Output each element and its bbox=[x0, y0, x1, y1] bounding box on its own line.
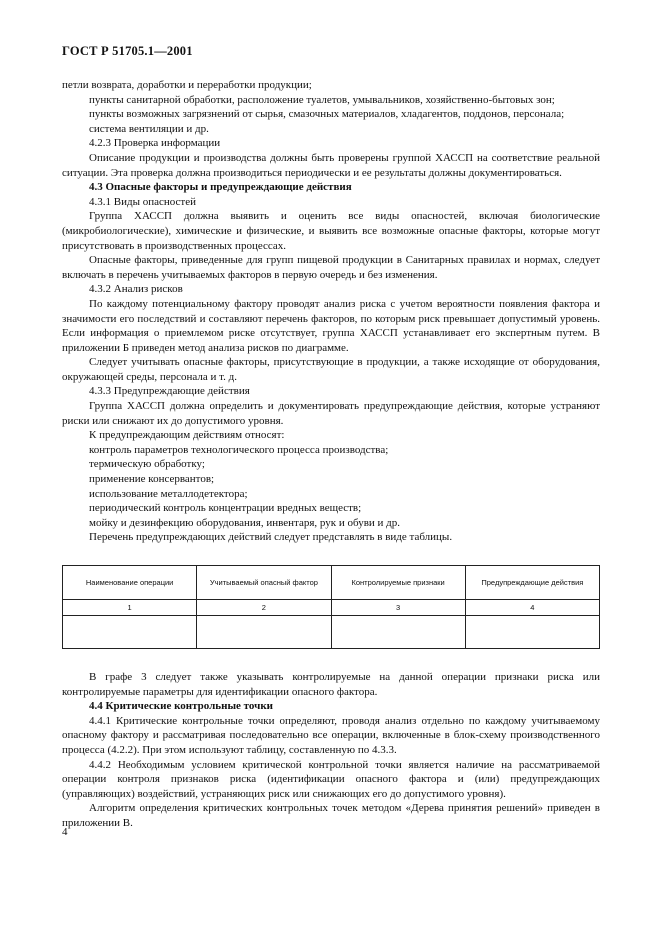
section-heading: 4.4 Критические контрольные точки bbox=[89, 700, 274, 713]
paragraph: петли возврата, доработки и переработки продукции; bbox=[62, 79, 312, 91]
paragraph: пункты возможных загрязнений от сырья, смазочных материалов, хладагентов, поддонов, персонала; bbox=[89, 108, 565, 121]
paragraph: пункты санитарной обработки, расположение туалетов, умывальников, хозяйственно-бытовых зон; bbox=[89, 93, 555, 106]
table-column-number: 2 bbox=[197, 600, 331, 616]
preventive-actions-table bbox=[62, 565, 600, 649]
table-header-cell: Контролируемые признаки bbox=[331, 566, 465, 600]
paragraph: применение консервантов; bbox=[89, 473, 215, 486]
table-empty-cell bbox=[197, 616, 331, 649]
page-content bbox=[62, 78, 600, 831]
paragraph: Следует учитывать опасные факторы, присутствующие в продукции, а также исходящие от оборудования, окружающей среды, персонала и т. д. bbox=[62, 356, 600, 383]
text-block-lower bbox=[62, 670, 600, 831]
paragraph: 4.2.3 Проверка информации bbox=[89, 137, 221, 150]
paragraph: По каждому потенциальному фактору проводят анализ риска с учетом вероятности появления фактора и значимости его последствий и составляют перечень факторов, по которым риск превышает допустимый уровень. Если информация о приемлемом риске отсутствует, группа ХАССП устанавливает его экспертным путем. В приложении Б приведен метод анализа рисков по диаграмме. bbox=[62, 297, 600, 354]
paragraph: Опасные факторы, приведенные для групп пищевой продукции в Санитарных правилах и нормах, следует включать в перечень учитываемых факторов в первую очередь и без изменения. bbox=[62, 254, 600, 281]
paragraph: контроль параметров технологического процесса производства; bbox=[89, 443, 389, 456]
table-empty-row bbox=[63, 616, 600, 649]
paragraph: В графе 3 следует также указывать контролируемые на данной операции признаки риска или контролируемые параметры для идентификации опасного фактора. bbox=[62, 671, 600, 698]
paragraph: 4.4.1 Критические контрольные точки определяют, проводя анализ отдельно по каждому учитываемому опасному фактору и рассматривая последовательно все операции, включенные в блок-схему производственного процесса (4.2.2). При этом используют таблицу, составленную по 4.3.3. bbox=[62, 714, 600, 756]
paragraph: Группа ХАССП должна определить и документировать предупреждающие действия, которые устраняют риски или снижают их до допустимого уровня. bbox=[62, 400, 600, 427]
table-header-cell: Наименование операции bbox=[63, 566, 197, 600]
paragraph: 4.3.2 Анализ рисков bbox=[89, 283, 183, 296]
paragraph: мойку и дезинфекцию оборудования, инвентаря, рук и обуви и др. bbox=[89, 516, 401, 529]
table-column-number: 3 bbox=[331, 600, 465, 616]
paragraph: Описание продукции и производства должны быть проверены группой ХАССП на соответствие реальной ситуации. Эта проверка должна производиться периодически и ее результаты должны документироваться. bbox=[62, 151, 600, 179]
page-number: 4 bbox=[62, 826, 68, 838]
table-column-number: 4 bbox=[465, 600, 599, 616]
paragraph: Алгоритм определения критических контрольных точек методом «Дерева принятия решений» приведен в приложении В. bbox=[62, 802, 600, 829]
paragraph: 4.3.1 Виды опасностей bbox=[89, 195, 196, 208]
paragraph: 4.3.3 Предупреждающие действия bbox=[89, 385, 250, 398]
table-column-number: 1 bbox=[63, 600, 197, 616]
paragraph: система вентиляции и др. bbox=[89, 122, 209, 135]
table-header-cell: Учитываемый опасный фактор bbox=[197, 566, 331, 600]
paragraph: Группа ХАССП должна выявить и оценить все виды опасностей, включая биологические (микробиологические), химические и физические, и выявить все возможные опасные факторы, которые могут присутствовать в производственных процессах. bbox=[62, 210, 600, 252]
document-header: ГОСТ Р 51705.1—2001 bbox=[62, 44, 193, 58]
paragraph: периодический контроль концентрации вредных веществ; bbox=[89, 502, 362, 515]
paragraph: 4.4.2 Необходимым условием критической контрольной точки является наличие на рассматриваемой операции контроля признаков риска (идентификации опасного фактора и (или) предупреждающих (управляющих) воздействий, устраняющих риск или снижающих его до допустимого уровня). bbox=[62, 758, 600, 800]
paragraph: К предупреждающим действиям относят: bbox=[89, 429, 285, 442]
section-heading: 4.3 Опасные факторы и предупреждающие действия bbox=[89, 181, 352, 194]
paragraph: Перечень предупреждающих действий следует представлять в виде таблицы. bbox=[89, 531, 453, 544]
table-number-row bbox=[63, 600, 600, 616]
table-empty-cell bbox=[331, 616, 465, 649]
table-empty-cell bbox=[63, 616, 197, 649]
text-block-upper bbox=[62, 78, 600, 545]
table-empty-cell bbox=[465, 616, 599, 649]
table-header-row bbox=[63, 566, 600, 600]
table-header-cell: Предупреждающие действия bbox=[465, 566, 599, 600]
paragraph: использование металлодетектора; bbox=[89, 487, 248, 500]
paragraph: термическую обработку; bbox=[89, 458, 205, 471]
